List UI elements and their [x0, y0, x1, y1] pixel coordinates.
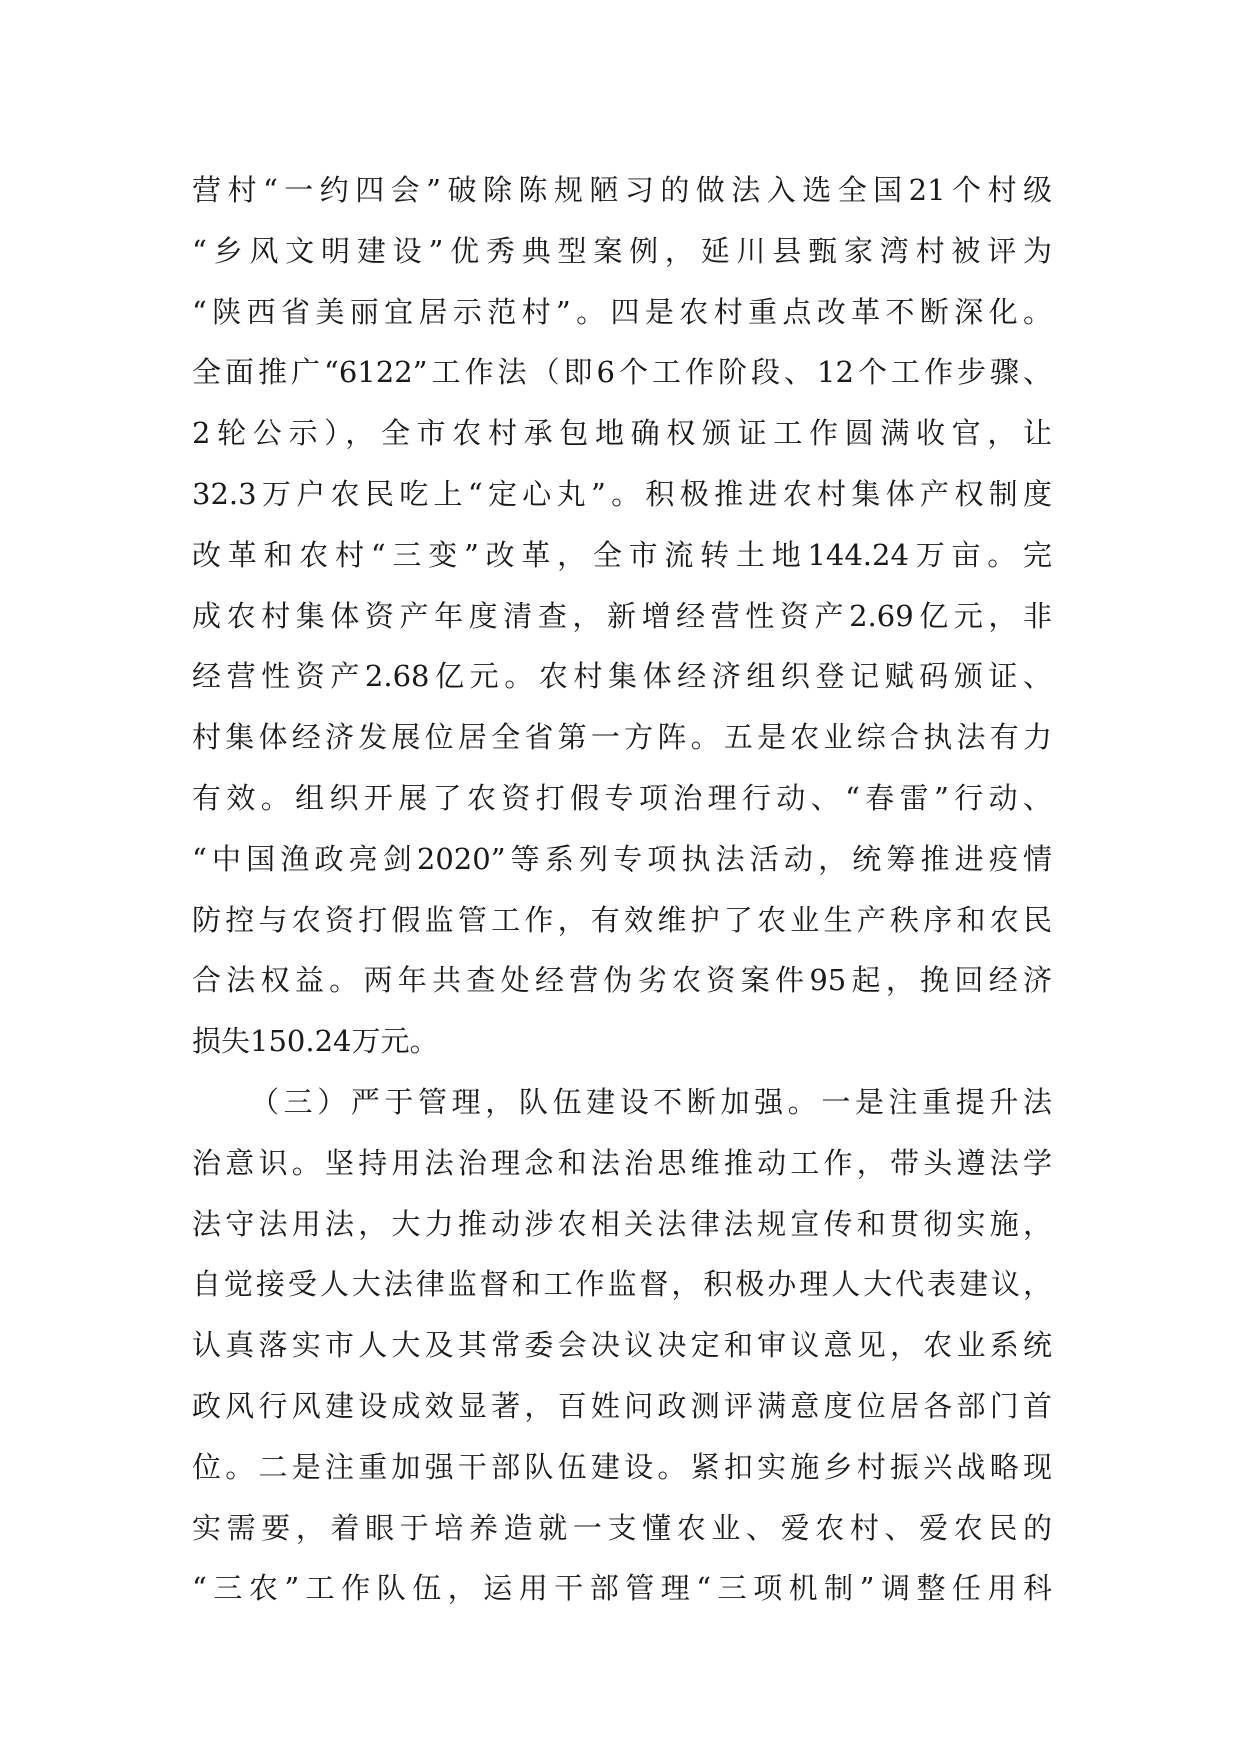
text-line: 认真落实市人大及其常委会决议决定和审议意见，农业系统	[192, 1328, 1052, 1363]
text-line: 全面推广“6122”工作法（即6个工作阶段、12个工作步骤、	[192, 355, 1052, 390]
text-line: 政风行风建设成效显著，百姓问政测评满意度位居各部门首	[192, 1388, 1052, 1423]
text-line: 营村“一约四会”破除陈规陋习的做法入选全国21个村级	[192, 173, 1052, 207]
text-line: 法守法用法，大力推动涉农相关法律法规宣传和贯彻实施，	[192, 1206, 1052, 1241]
text-line: “陕西省美丽宜居示范村”。四是农村重点改革不断深化。	[192, 294, 1052, 329]
text-line: 32.3万户农民吃上“定心丸”。积极推进农村集体产权制度	[192, 476, 1052, 511]
text-line: “乡风文明建设”优秀典型案例，延川县甄家湾村被评为	[192, 233, 1052, 268]
text-line: “中国渔政亮剑2020”等系列专项执法活动，统筹推进疫情	[192, 841, 1052, 876]
text-line: 改革和农村“三变”改革，全市流转土地144.24万亩。完	[192, 537, 1052, 572]
text-line: 成农村集体资产年度清查，新增经营性资产2.69亿元，非	[192, 598, 1052, 633]
text-line: 2轮公示），全市农村承包地确权颁证工作圆满收官，让	[192, 416, 1052, 451]
text-line: 实需要，着眼于培养造就一支懂农业、爱农村、爱农民的	[192, 1510, 1052, 1545]
text-line: 位。二是注重加强干部队伍建设。紧扣实施乡村振兴战略现	[192, 1449, 1052, 1484]
text-line: 经营性资产2.68亿元。农村集体经济组织登记赋码颁证、	[192, 659, 1052, 694]
text-line: 防控与农资打假监管工作，有效维护了农业生产秩序和农民	[192, 902, 1052, 937]
text-line: （三）严于管理，队伍建设不断加强。一是注重提升法	[250, 1084, 1052, 1119]
text-line: 村集体经济发展位居全省第一方阵。五是农业综合执法有力	[192, 720, 1052, 755]
text-line: 合法权益。两年共查处经营伪劣农资案件95起，挽回经济	[192, 963, 1052, 998]
text-line: 损失150.24万元。	[192, 1024, 439, 1059]
text-line: 有效。组织开展了农资打假专项治理行动、“春雷”行动、	[192, 780, 1052, 815]
text-line: “三农”工作队伍，运用干部管理“三项机制”调整任用科	[192, 1571, 1052, 1606]
body-text	[192, 160, 1052, 1619]
text-line: 治意识。坚持用法治理念和法治思维推动工作，带头遵法学	[192, 1145, 1052, 1180]
text-line: 自觉接受人大法律监督和工作监督，积极办理人大代表建议，	[192, 1267, 1052, 1302]
